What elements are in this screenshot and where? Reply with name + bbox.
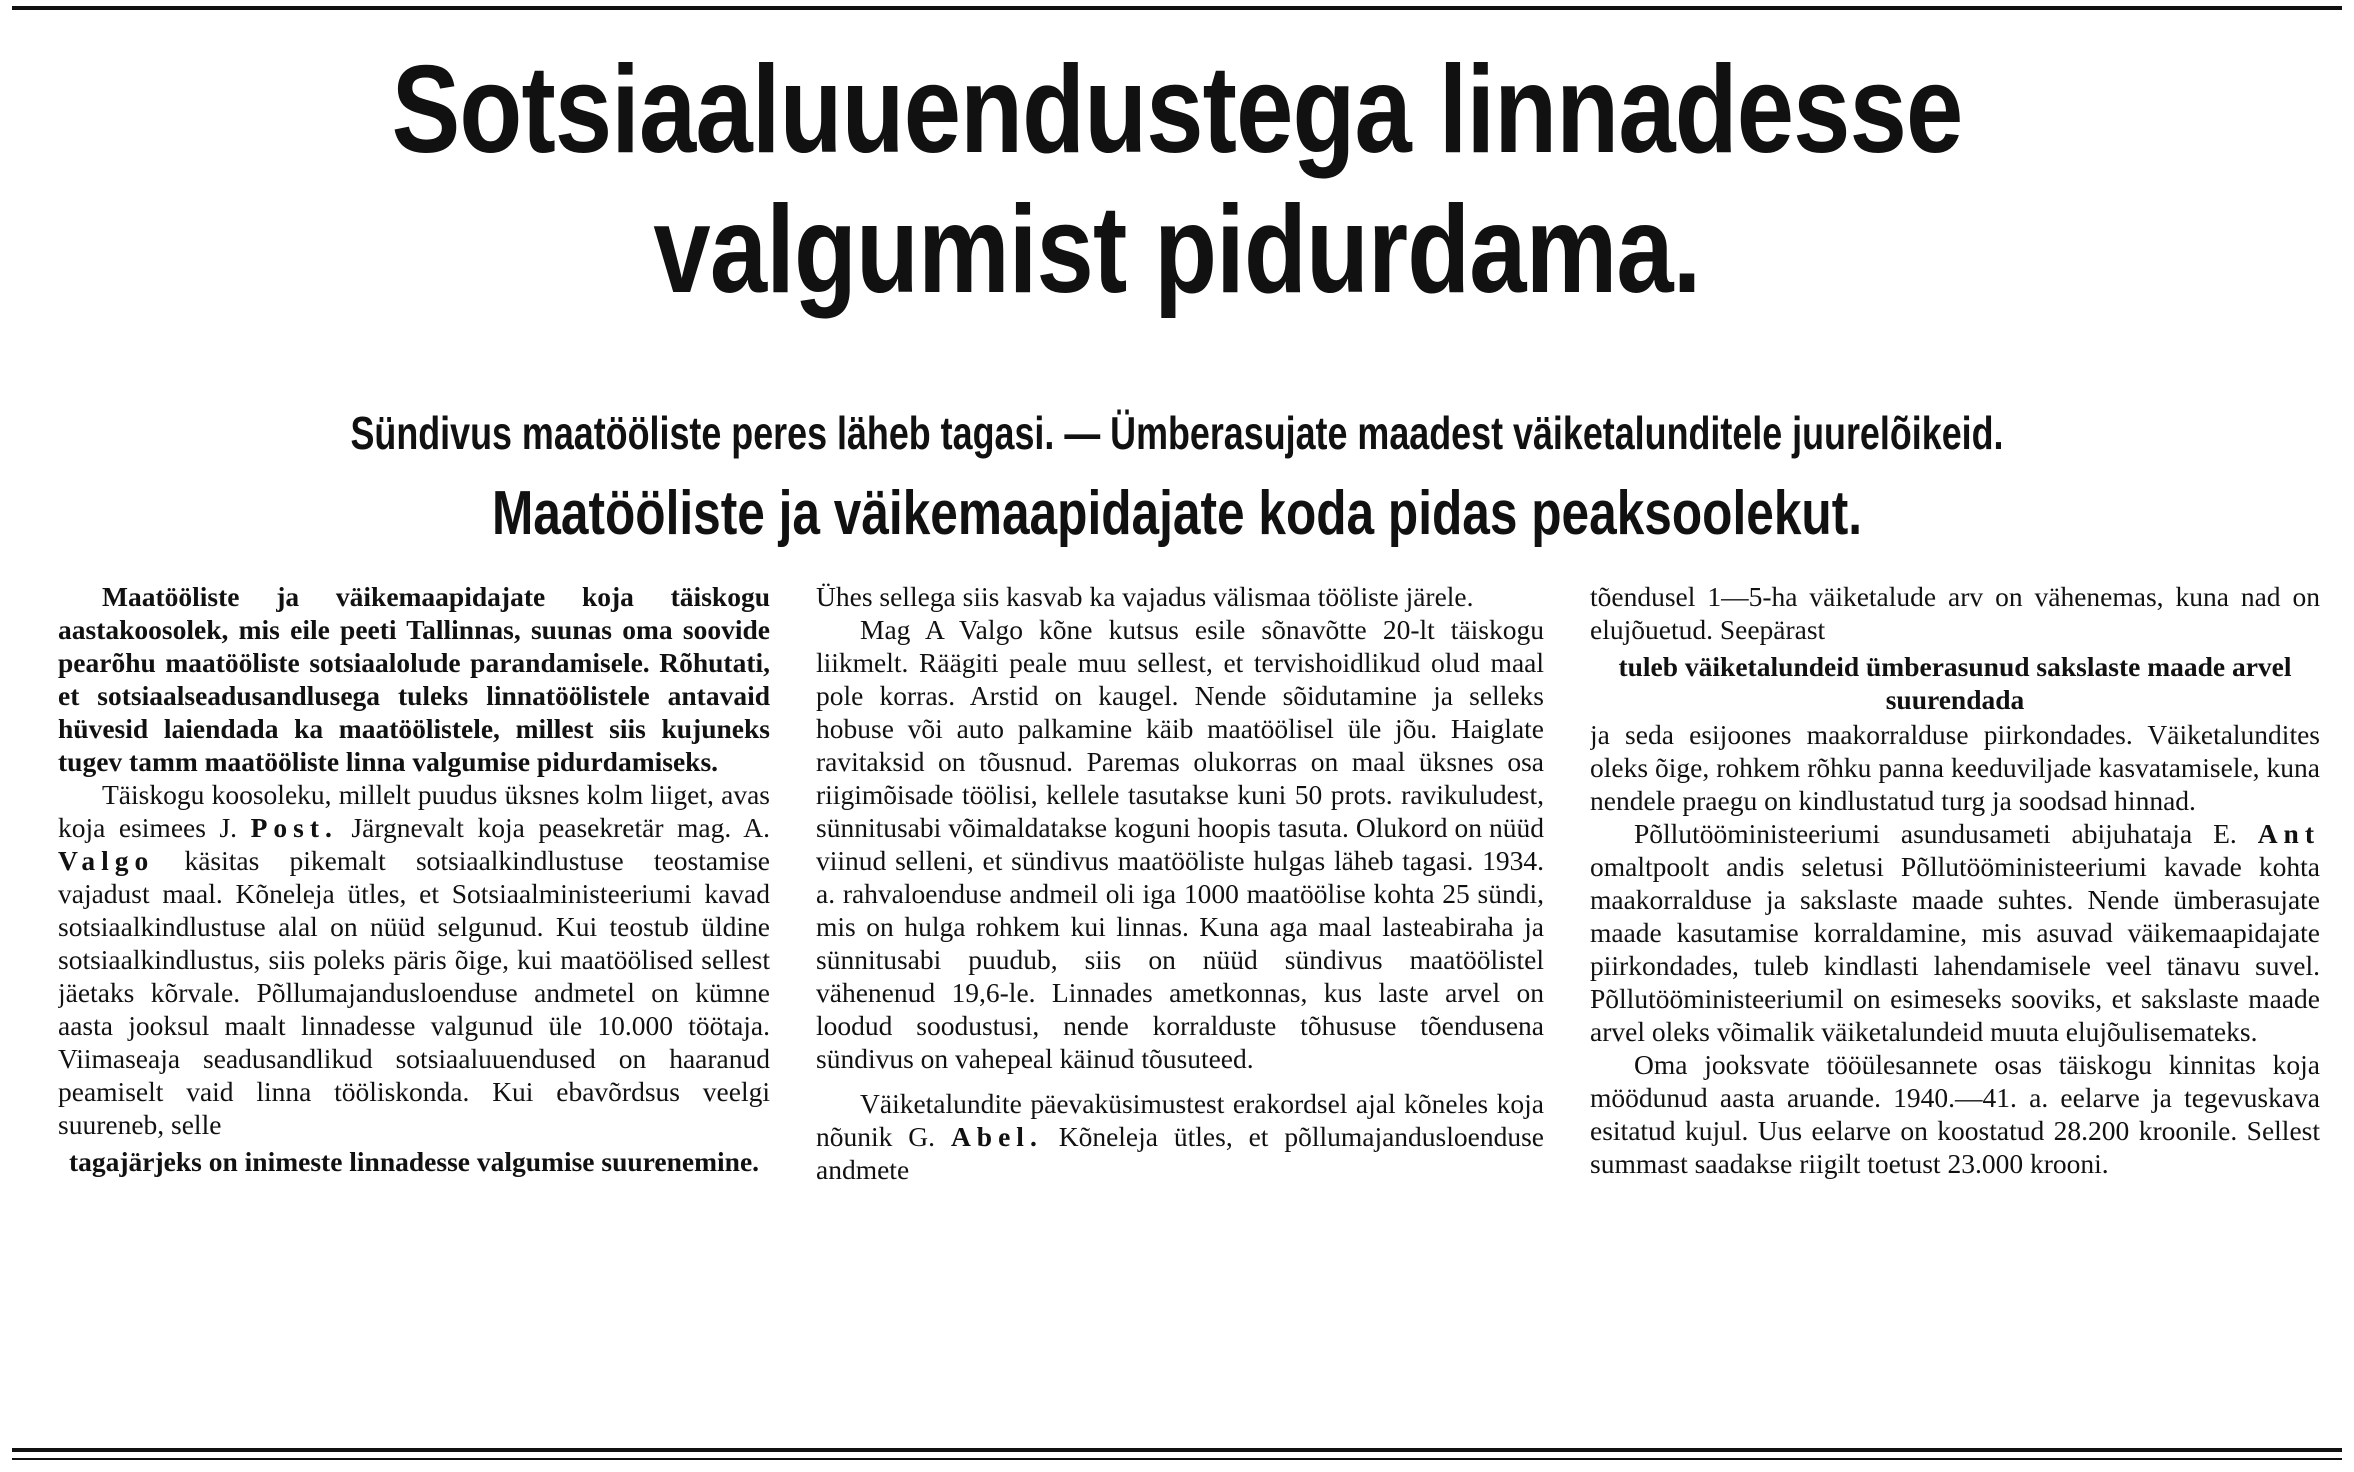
person-name-valgo: Valgo [58,845,155,876]
article-column-2 [816,580,1544,1440]
headline-line-1: Sotsiaaluuendustega linnadesse [391,41,1963,179]
text-run: Täiskogu koosoleku, millelt puudus üksnes kolm liiget, avas koja esimees J. [58,779,770,843]
bottom-rule [12,1448,2342,1452]
paragraph [816,1087,1544,1186]
paragraph: Ühes sellega siis kasvab ka vajadus välismaa tööliste järele. [816,581,1474,612]
text-run: käsitas pikemalt sotsiaalkindlustuse teostamise vajadust maal. Kõneleja ütles, et Sotsiaalministeeriumi kavad sotsiaalkindlustuse alal on nüüd selgunud. Kui teostub üldine sotsiaalkindlustus, siis poleks päris õige, kui maatöölised sellest jäetaks kõrvale. Põllumajandusloenduse andmetel on kümne aasta jooksul maalt linnadesse valgunud üle 10.000 töötaja. Viimaseaja seadusandlikud sotsiaaluuendused on haaranud peamiselt vaid linna tööliskonda. Kui ebavõrdsus veelgi suureneb, selle [58,845,770,1140]
subheadline-2: Maatööliste ja väikemaapidajate koda pidas peaksoolekut. [491,479,1863,548]
text-run: Väiketalundite päevaküsimustest erakordsel ajal kõneles koja nõunik G. [816,1088,1544,1152]
article-headline [200,40,2154,320]
paragraph: ja seda esijoones maakorralduse piirkondades. Väiketalundites oleks õige, rohkem rõhku panna keeduviljade kasvatamisele, kuna nendele praegu on kindlustatud turg ja soodsad hinnad. [1590,719,2320,816]
bold-callout: tagajärjeks on inimeste linnadesse valgumise suurenemine. [68,1146,760,1177]
paragraph [1590,817,2320,1048]
paragraph: Oma jooksvate tööülesannete osas täiskogu kinnitas koja möödunud aasta aruande. 1940.—41. a. eelarve ja tegevuskava esitatud kujul. Uus eelarve on koostatud 28.200 kroonile. Sellest summast saadakse riigilt toetust 23.000 krooni. [1590,1049,2320,1179]
text-run: omaltpoolt andis seletusi Põllutööministeeriumi kavade kohta maakorralduse ja sakslaste maade suhtes. Nende ümberasujate maade kasutamise korraldamine, mis asuvad väikemaapidajate piirkondades, tuleb kindlasti lahendamisele veel tänavu suvel. Põllutööministeeriumil on esimeseks sooviks, et sakslaste maade arvel oleks võimalik väiketalundeid muuta elujõulisemateks. [1590,851,2320,1047]
text-run: Kõneleja ütles, et põllumajandusloenduse andmete [816,1121,1544,1185]
paragraph: Maatööliste ja väikemaapidajate koja täiskogu aastakoosolek, mis eile peeti Tallinnas, suunas oma soovide pearõhu maatööliste sotsiaalolude parandamisele. Rõhutati, et sotsiaalseadusandlusega tuleks linnatöölistele antavaid hüvesid laiendada ka maatöölistele, millest siis kujuneks tugev tamm maatööliste linna valgumise pidurdamiseks. [58,581,770,777]
headline-line-2: valgumist pidurdama. [653,181,1701,319]
paragraph: tõendusel 1—5-ha väiketalude arv on vähenemas, kuna nad on elujõuetud. Seepärast [1590,581,2320,645]
text-run: Järgnevalt koja peasekretär mag. A. [351,812,770,843]
top-rule [12,6,2342,10]
paragraph: Mag A Valgo kõne kutsus esile sõnavõtte 20-lt täiskogu liikmelt. Räägiti peale muu sellest, et tervishoidlikud olud maal pole korras. Arstid on kaugel. Nende sõidutamine ja selleks hobuse või auto palkamine käib maatöölisel üle jõu. Haiglate ravitaksid on tõusnud. Paremas olukorras on maal üksnes osa riigimõisade töölisi, kellele tasutakse kuni 50 prots. ravikuludest, sünnitusabi võimaldatakse koguni hoopis tasuta. Olukord on nüüd viinud selleni, et sündivus maatööliste hulgas läheb tagasi. 1934. a. rahvaloenduse andmeil oli iga 1000 maatöölise kohta 25 sündi, mis on hulga rohkem kui linnas. Kuna aga maal lasteabiraha ja sünnitusabi puudub, siis on nüüd sündivus maatöölistel vähenenud 19,6-le. Linnades ametkonnas, kus laste arvel on loodud soodustusi, nende korralduste tõhususe tõendusena sündivus on vahepeal käinud tõusuteed. [816,614,1544,1074]
article-column-1 [58,580,770,1440]
person-name-abel: Abel. [950,1121,1043,1152]
bold-callout: tuleb väiketalundeid ümberasunud sakslaste maade arvel suurendada [1618,651,2292,715]
person-name-ant: Ant [2257,818,2320,849]
person-name-post: Post. [250,812,338,843]
subheadline-1: Sündivus maatööliste peres läheb tagasi. — Ümberasujate maadest väiketalunditele juurelõikeid. [350,407,2004,459]
article-column-3 [1590,580,2320,1440]
bottom-rule-thin [12,1458,2342,1460]
text-run: Põllutööministeeriumi asundusameti abijuhataja E. [1634,818,2237,849]
paragraph [58,778,770,1141]
